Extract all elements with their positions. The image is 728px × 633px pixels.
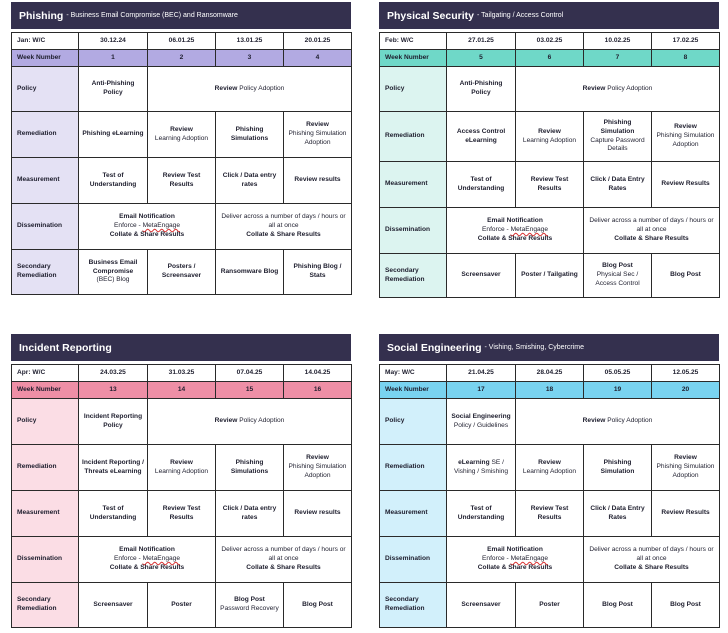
date-cell: 20.01.25 xyxy=(284,33,352,50)
review-rest: Policy Adoption xyxy=(237,417,285,425)
measurement-row xyxy=(380,491,720,537)
deliver-cell xyxy=(584,537,720,583)
email-notification-cell xyxy=(447,208,584,254)
remediation-row xyxy=(12,112,352,158)
cell-rest: Learning Adoption xyxy=(522,136,577,144)
secondary-cell: Screensaver xyxy=(447,583,516,628)
remediation-cell xyxy=(447,445,516,491)
collate-text: Collate & Share Results xyxy=(109,563,185,571)
measurement-row xyxy=(380,162,720,208)
measurement-row xyxy=(12,491,352,537)
week-cell: 6 xyxy=(516,50,584,67)
row-label: Policy xyxy=(12,67,79,112)
week-row xyxy=(12,382,352,399)
remediation-cell: Phishing Simulations xyxy=(216,112,284,158)
secondary-cell xyxy=(216,583,284,628)
date-cell: 24.03.25 xyxy=(79,365,148,382)
policy-cell: Anti-Phishing Policy xyxy=(79,67,148,112)
cell-bold: Review xyxy=(170,458,193,466)
date-cell: 30.12.24 xyxy=(79,33,148,50)
remediation-cell xyxy=(652,112,720,162)
review-rest: Policy Adoption xyxy=(237,84,285,92)
secondary-cell: Screensaver xyxy=(447,254,516,298)
date-cell: 06.01.25 xyxy=(148,33,216,50)
policy-cell: Anti-Phishing Policy xyxy=(447,67,516,112)
date-row xyxy=(380,33,720,50)
row-label: Policy xyxy=(380,67,447,112)
panel-title-bar xyxy=(379,2,719,29)
deliver-cell xyxy=(584,208,720,254)
measurement-cell: Click / Data Entry Rates xyxy=(584,491,652,537)
deliver-cell xyxy=(216,204,352,250)
secondary-cell xyxy=(584,254,652,298)
policy-row xyxy=(380,67,720,112)
date-cell: 12.05.25 xyxy=(652,365,720,382)
date-cell: 07.04.25 xyxy=(216,365,284,382)
cell-bold: Review xyxy=(306,454,329,462)
row-label: Dissemination xyxy=(12,537,79,583)
email-title: Email Notification xyxy=(487,217,543,225)
date-row xyxy=(380,365,720,382)
week-label: Week Number xyxy=(380,50,447,67)
secondary-cell: Blog Post xyxy=(652,583,720,628)
week-label: Week Number xyxy=(12,50,79,67)
email-notification-cell xyxy=(447,537,584,583)
week-cell: 2 xyxy=(148,50,216,67)
policy-review-cell xyxy=(516,67,720,112)
cell-rest: (BEC) Blog xyxy=(96,276,130,284)
secondary-cell: Poster / Tailgating xyxy=(516,254,584,298)
secondary-row xyxy=(12,583,352,628)
dissemination-row xyxy=(380,537,720,583)
measurement-cell: Click / Data entry rates xyxy=(216,491,284,537)
row-label: Secondary Remediation xyxy=(380,254,447,298)
deliver-text: Deliver across a number of days / hours or all at once xyxy=(221,213,346,230)
remediation-cell: Phishing eLearning xyxy=(79,112,148,158)
cell-rest: Phishing Simulation Adoption xyxy=(288,463,347,479)
panel-physical-security xyxy=(379,2,719,298)
policy-row xyxy=(12,399,352,445)
date-cell: 03.02.25 xyxy=(516,33,584,50)
week-cell: 14 xyxy=(148,382,216,399)
cell-rest: Learning Adoption xyxy=(154,467,209,475)
week-cell: 19 xyxy=(584,382,652,399)
remediation-cell: Phishing Simulation xyxy=(584,445,652,491)
policy-review-cell xyxy=(148,67,352,112)
row-label: Policy xyxy=(380,399,447,445)
week-cell: 20 xyxy=(652,382,720,399)
panel-title-bar xyxy=(11,334,351,361)
measurement-cell: Review Test Results xyxy=(516,491,584,537)
remediation-cell xyxy=(516,445,584,491)
review-bold: Review xyxy=(214,417,238,425)
review-rest: Policy Adoption xyxy=(605,84,653,92)
panel-subtitle: - Vishing, Smishing, Cybercrime xyxy=(484,344,584,351)
cell-rest: Password Recovery xyxy=(220,605,279,612)
collate-text: Collate & Share Results xyxy=(246,230,321,238)
cell-bold: Review xyxy=(170,125,193,133)
collate-text: Collate & Share Results xyxy=(109,230,185,238)
measurement-cell: Review Test Results xyxy=(148,491,216,537)
panel-incident-reporting xyxy=(11,334,351,628)
deliver-text: Deliver across a number of days / hours or all at once xyxy=(589,546,714,563)
cell-rest: Phishing Simulation Adoption xyxy=(656,463,715,479)
enforce-tool: MetaEngage xyxy=(142,222,180,230)
month-label: Jan: W/C xyxy=(12,33,79,50)
week-label: Week Number xyxy=(12,382,79,399)
date-row xyxy=(12,365,352,382)
cell-bold: Review xyxy=(674,454,697,462)
week-cell: 13 xyxy=(79,382,148,399)
date-cell: 05.05.25 xyxy=(584,365,652,382)
secondary-cell: Ransomware Blog xyxy=(216,250,284,295)
secondary-cell: Blog Post xyxy=(652,254,720,298)
week-cell: 16 xyxy=(284,382,352,399)
row-label: Measurement xyxy=(380,162,447,208)
collate-text: Collate & Share Results xyxy=(477,563,553,571)
remediation-cell xyxy=(148,112,216,158)
enforce-text: Enforce - xyxy=(482,555,511,563)
policy-review-cell xyxy=(516,399,720,445)
cell-rest: Policy / Guidelines xyxy=(453,421,509,429)
row-label: Dissemination xyxy=(12,204,79,250)
secondary-cell: Screensaver xyxy=(79,583,148,628)
week-cell: 4 xyxy=(284,50,352,67)
cell-bold: Business Email Compromise xyxy=(88,258,138,275)
measurement-cell: Review Results xyxy=(652,491,720,537)
date-cell: 17.02.25 xyxy=(652,33,720,50)
enforce-text: Enforce - xyxy=(482,226,511,234)
email-title: Email Notification xyxy=(487,546,543,554)
schedule-table xyxy=(11,364,352,628)
deliver-cell xyxy=(216,537,352,583)
week-cell: 15 xyxy=(216,382,284,399)
row-label: Measurement xyxy=(12,158,79,204)
measurement-cell: Review Test Results xyxy=(148,158,216,204)
panel-subtitle: - Business Email Compromise (BEC) and Ransomware xyxy=(66,12,238,19)
week-row xyxy=(380,50,720,67)
collate-text: Collate & Share Results xyxy=(246,563,321,571)
cell-bold: Review xyxy=(306,121,329,129)
row-label: Remediation xyxy=(12,112,79,158)
week-cell: 5 xyxy=(447,50,516,67)
date-row xyxy=(12,33,352,50)
panel-title-bar xyxy=(379,334,719,361)
cell-bold: Review xyxy=(538,127,561,135)
week-row xyxy=(12,50,352,67)
secondary-cell: Phishing Blog / Stats xyxy=(284,250,352,295)
cell-rest: Physical Sec / Access Control xyxy=(595,271,640,287)
cell-rest: Learning Adoption xyxy=(522,467,577,475)
row-label: Measurement xyxy=(380,491,447,537)
month-label: Feb: W/C xyxy=(380,33,447,50)
remediation-cell xyxy=(284,445,352,491)
measurement-cell: Test of Understanding xyxy=(447,162,516,208)
remediation-row xyxy=(12,445,352,491)
deliver-text: Deliver across a number of days / hours or all at once xyxy=(589,217,714,234)
schedule-table xyxy=(379,364,720,628)
remediation-cell: Incident Reporting / Threats eLearning xyxy=(79,445,148,491)
remediation-cell: Phishing Simulations xyxy=(216,445,284,491)
date-cell: 10.02.25 xyxy=(584,33,652,50)
remediation-cell xyxy=(652,445,720,491)
cell-bold: Review xyxy=(674,123,697,131)
measurement-cell: Click / Data entry rates xyxy=(216,158,284,204)
measurement-cell: Test of Understanding xyxy=(79,158,148,204)
date-cell: 21.04.25 xyxy=(447,365,516,382)
cell-bold: Blog Post xyxy=(602,262,633,270)
panel-title: Phishing xyxy=(19,9,64,22)
date-cell: 31.03.25 xyxy=(148,365,216,382)
row-label: Secondary Remediation xyxy=(12,250,79,295)
secondary-row xyxy=(380,583,720,628)
row-label: Dissemination xyxy=(380,537,447,583)
week-cell: 3 xyxy=(216,50,284,67)
secondary-row xyxy=(380,254,720,298)
enforce-tool: MetaEngage xyxy=(510,226,548,234)
row-label: Secondary Remediation xyxy=(12,583,79,628)
month-label: May: W/C xyxy=(380,365,447,382)
remediation-cell: Access Control eLearning xyxy=(447,112,516,162)
cell-bold: Review xyxy=(538,458,561,466)
remediation-cell xyxy=(584,112,652,162)
week-row xyxy=(380,382,720,399)
secondary-cell: Blog Post xyxy=(584,583,652,628)
schedule-table xyxy=(11,32,352,295)
policy-review-cell xyxy=(148,399,352,445)
week-cell: 17 xyxy=(447,382,516,399)
cell-bold: Phishing Simulation xyxy=(600,119,635,135)
email-notification-cell xyxy=(79,537,216,583)
measurement-cell: Review Results xyxy=(652,162,720,208)
policy-cell: Incident Reporting Policy xyxy=(79,399,148,445)
remediation-cell xyxy=(148,445,216,491)
deliver-text: Deliver across a number of days / hours or all at once xyxy=(221,546,346,563)
week-cell: 1 xyxy=(79,50,148,67)
measurement-row xyxy=(12,158,352,204)
review-rest: Policy Adoption xyxy=(605,417,653,425)
secondary-cell: Poster xyxy=(148,583,216,628)
remediation-cell xyxy=(516,112,584,162)
measurement-cell: Review results xyxy=(284,491,352,537)
enforce-text: Enforce - xyxy=(114,222,143,230)
secondary-cell: Posters / Screensaver xyxy=(148,250,216,295)
row-label: Measurement xyxy=(12,491,79,537)
dissemination-row xyxy=(12,204,352,250)
review-bold: Review xyxy=(582,84,606,92)
cell-rest: SE / Vishing / Smishing xyxy=(453,458,509,475)
month-label: Apr: W/C xyxy=(12,365,79,382)
measurement-cell: Click / Data Entry Rates xyxy=(584,162,652,208)
cell-rest: Phishing Simulation Adoption xyxy=(656,132,715,148)
review-bold: Review xyxy=(582,417,606,425)
email-title: Email Notification xyxy=(119,213,175,221)
panel-title-bar xyxy=(11,2,351,29)
panel-title: Physical Security xyxy=(387,9,474,22)
panel-title: Social Engineering xyxy=(387,341,482,354)
enforce-text: Enforce - xyxy=(114,555,143,563)
panel-title: Incident Reporting xyxy=(19,341,112,354)
date-cell: 27.01.25 xyxy=(447,33,516,50)
secondary-row xyxy=(12,250,352,295)
row-label: Secondary Remediation xyxy=(380,583,447,628)
row-label: Remediation xyxy=(380,445,447,491)
remediation-row xyxy=(380,112,720,162)
secondary-cell: Blog Post xyxy=(284,583,352,628)
week-label: Week Number xyxy=(380,382,447,399)
enforce-tool: MetaEngage xyxy=(142,555,180,563)
review-bold: Review xyxy=(214,84,238,92)
secondary-cell: Poster xyxy=(516,583,584,628)
measurement-cell: Test of Understanding xyxy=(447,491,516,537)
secondary-cell xyxy=(79,250,148,295)
email-notification-cell xyxy=(79,204,216,250)
measurement-cell: Review Test Results xyxy=(516,162,584,208)
row-label: Dissemination xyxy=(380,208,447,254)
date-cell: 13.01.25 xyxy=(216,33,284,50)
row-label: Remediation xyxy=(380,112,447,162)
collate-text: Collate & Share Results xyxy=(614,563,689,571)
row-label: Remediation xyxy=(12,445,79,491)
cell-bold: Social Engineering xyxy=(451,412,511,420)
remediation-cell xyxy=(284,112,352,158)
policy-cell xyxy=(447,399,516,445)
week-cell: 8 xyxy=(652,50,720,67)
date-cell: 14.04.25 xyxy=(284,365,352,382)
cell-bold: Blog Post xyxy=(234,596,265,604)
collate-text: Collate & Share Results xyxy=(614,234,689,242)
panel-social-engineering xyxy=(379,334,719,628)
collate-text: Collate & Share Results xyxy=(477,234,553,242)
panel-subtitle: - Tailgating / Access Control xyxy=(476,12,564,19)
remediation-row xyxy=(380,445,720,491)
week-cell: 18 xyxy=(516,382,584,399)
schedule-table xyxy=(379,32,720,298)
dissemination-row xyxy=(12,537,352,583)
email-title: Email Notification xyxy=(119,546,175,554)
week-cell: 7 xyxy=(584,50,652,67)
measurement-cell: Review results xyxy=(284,158,352,204)
policy-row xyxy=(12,67,352,112)
cell-rest: Phishing Simulation Adoption xyxy=(288,130,347,146)
measurement-cell: Test of Understanding xyxy=(79,491,148,537)
cell-rest: Learning Adoption xyxy=(154,134,209,142)
policy-row xyxy=(380,399,720,445)
dissemination-row xyxy=(380,208,720,254)
row-label: Policy xyxy=(12,399,79,445)
cell-bold: eLearning xyxy=(458,458,490,466)
enforce-tool: MetaEngage xyxy=(510,555,548,563)
panel-phishing xyxy=(11,2,351,295)
date-cell: 28.04.25 xyxy=(516,365,584,382)
cell-rest: Capture Password Details xyxy=(590,136,645,153)
